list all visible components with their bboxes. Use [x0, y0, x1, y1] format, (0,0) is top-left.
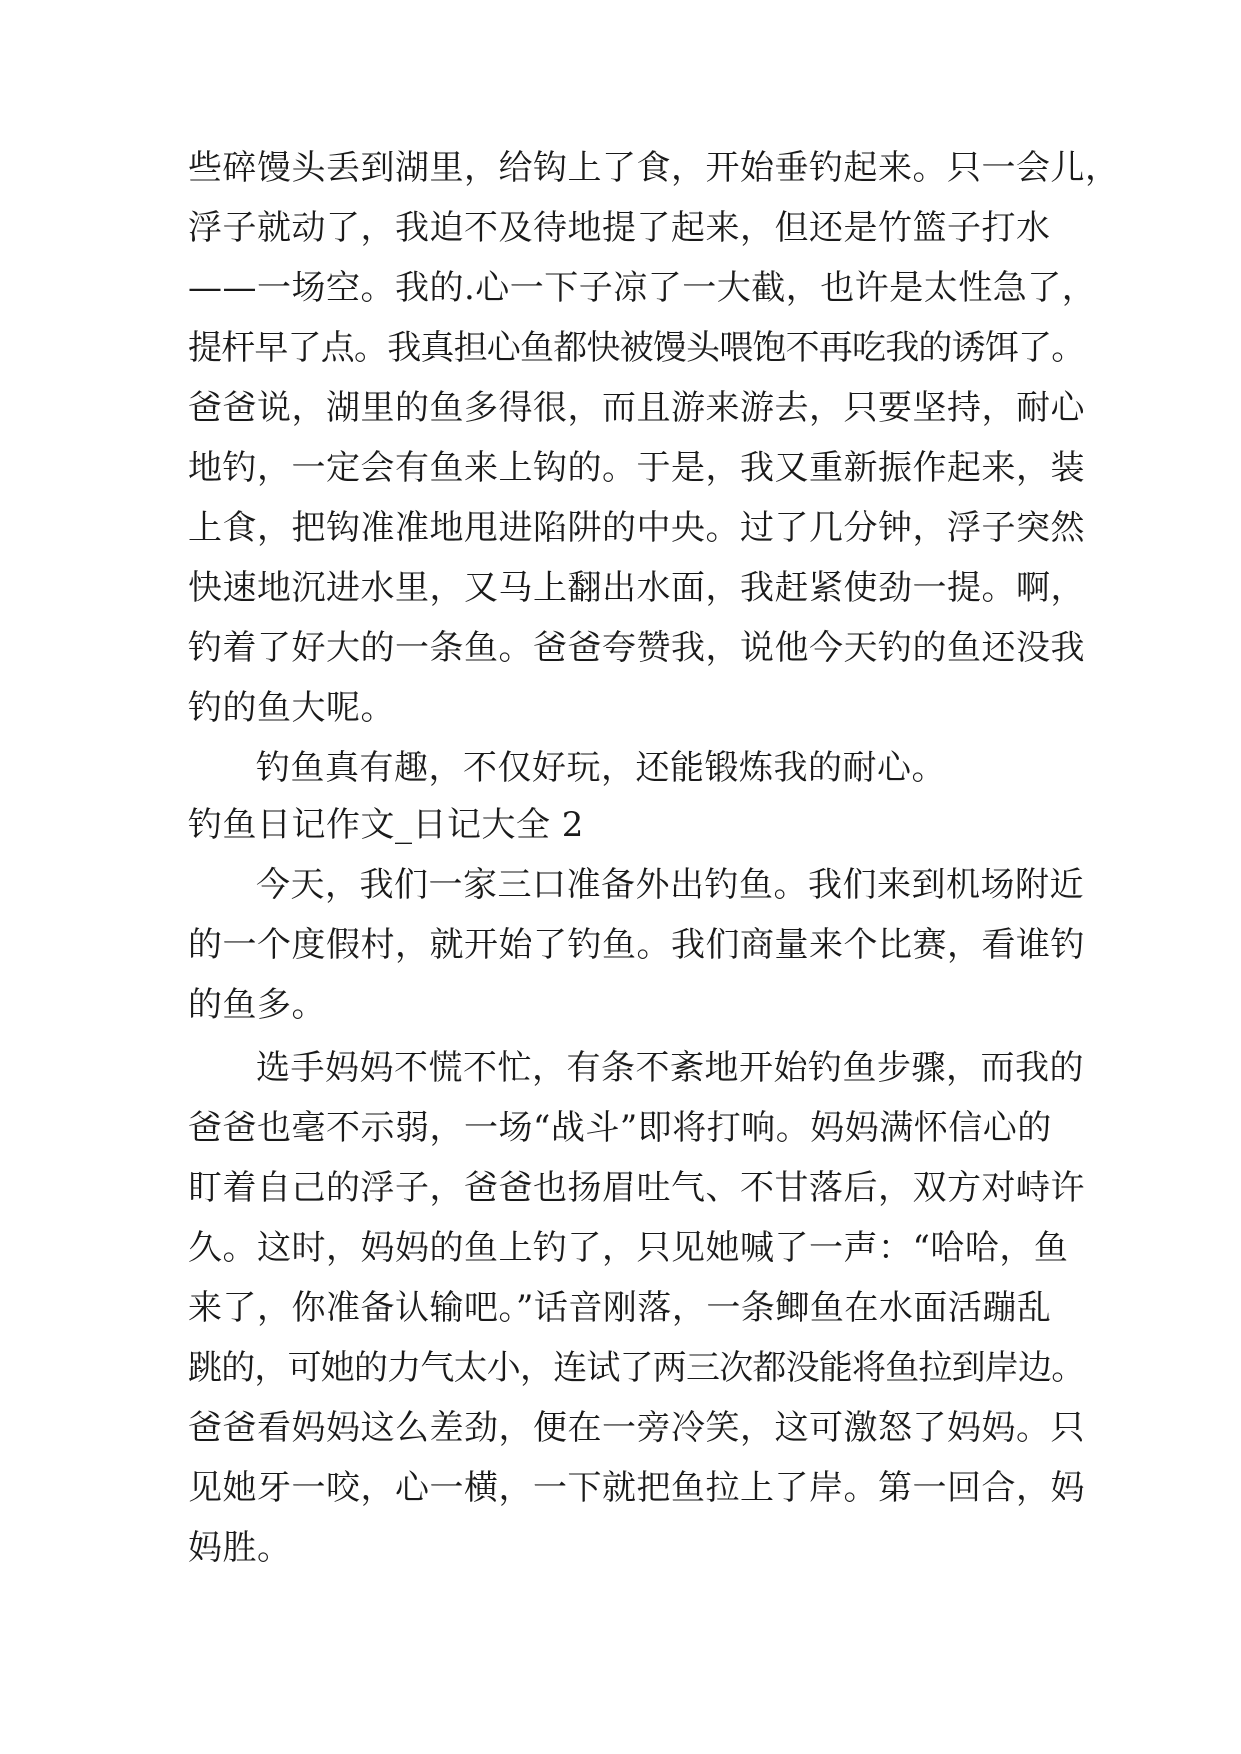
- paragraph-line: 地钓，一定会有鱼来上钩的。于是，我又重新振作起来，装: [188, 448, 1085, 488]
- paragraph-line: 爸爸也毫不示弱，一场“战斗”即将打响。妈妈满怀信心的: [188, 1108, 1052, 1148]
- paragraph-line: 爸爸看妈妈这么差劲，便在一旁冷笑，这可激怒了妈妈。只: [188, 1408, 1085, 1448]
- paragraph-line: 浮子就动了，我迫不及待地提了起来，但还是竹篮子打水: [188, 208, 1051, 248]
- paragraph-line: 久。这时，妈妈的鱼上钓了，只见她喊了一声：“哈哈，鱼: [188, 1228, 1069, 1268]
- paragraph-line: 钓的鱼大呢。: [188, 688, 395, 728]
- paragraph-line: 妈胜。: [188, 1528, 292, 1568]
- paragraph-line: 见她牙一咬，心一横，一下就把鱼拉上了岸。第一回合，妈: [188, 1468, 1085, 1508]
- paragraph-line: ——一场空。我的.心一下子凉了一大截，也许是太性急了，: [188, 268, 1097, 308]
- paragraph-line: 的鱼多。: [188, 985, 326, 1025]
- paragraph-line: 来了，你准备认输吧。”话音刚落，一条鲫鱼在水面活蹦乱: [188, 1288, 1052, 1328]
- paragraph-line: 选手妈妈不慌不忙，有条不紊地开始钓鱼步骤，而我的: [256, 1048, 1084, 1088]
- paragraph-line: 钓着了好大的一条鱼。爸爸夸赞我，说他今天钓的鱼还没我: [188, 628, 1085, 668]
- paragraph-line: 盯着自己的浮子，爸爸也扬眉吐气、不甘落后，双方对峙许: [188, 1168, 1085, 1208]
- paragraph-line: 钓鱼真有趣，不仅好玩，还能锻炼我的耐心。: [256, 748, 946, 788]
- paragraph-line: 今天，我们一家三口准备外出钓鱼。我们来到机场附近: [256, 865, 1084, 905]
- paragraph-line: 的一个度假村，就开始了钓鱼。我们商量来个比赛，看谁钓: [188, 925, 1085, 965]
- paragraph-line: 提杆早了点。我真担心鱼都快被馒头喂饱不再吃我的诱饵了。: [188, 328, 1085, 368]
- paragraph-line: 快速地沉进水里，又马上翻出水面，我赶紧使劲一提。啊，: [188, 568, 1085, 608]
- paragraph-line: 爸爸说，湖里的鱼多得很，而且游来游去，只要坚持，耐心: [188, 388, 1085, 428]
- paragraph-line: 些碎馒头丢到湖里，给钩上了食，开始垂钓起来。只一会儿，: [188, 148, 1120, 188]
- section-heading: 钓鱼日记作文_日记大全 2: [188, 805, 584, 845]
- paragraph-line: 跳的，可她的力气太小，连试了两三次都没能将鱼拉到岸边。: [188, 1348, 1085, 1388]
- paragraph-line: 上食，把钩准准地甩进陷阱的中央。过了几分钟，浮子突然: [188, 508, 1085, 548]
